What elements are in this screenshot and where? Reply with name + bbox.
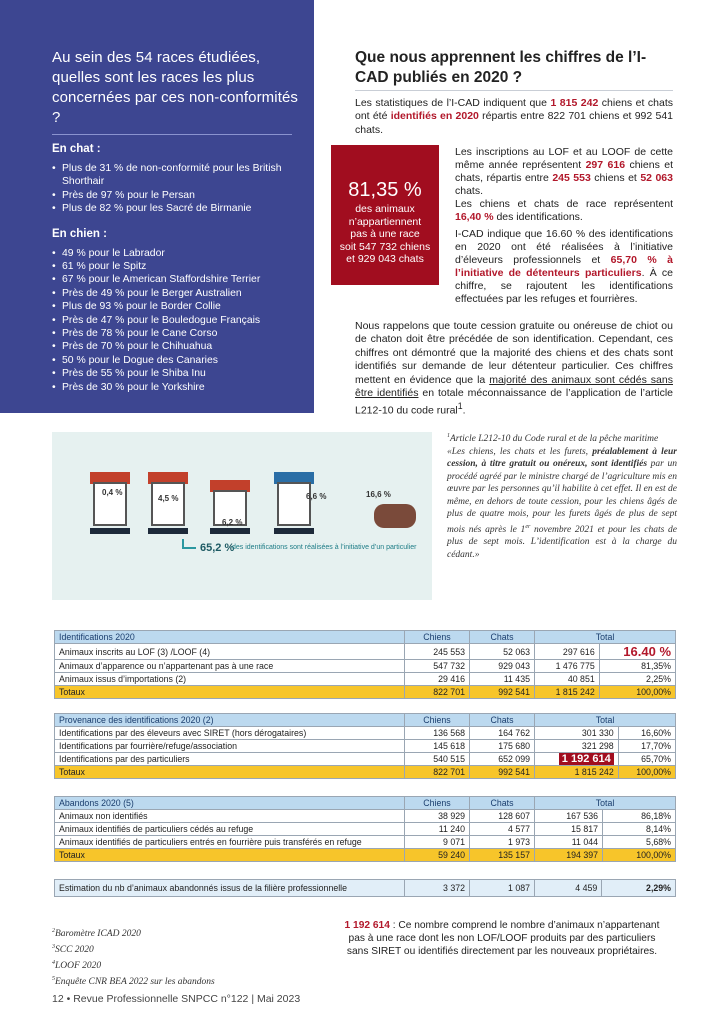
- abandons-table: [54, 796, 676, 862]
- quote-reference: [447, 430, 677, 446]
- callout-percentage: 81,35 %: [348, 179, 422, 201]
- article-paragraph-3: [355, 320, 673, 418]
- footnote-text: Enquête CNR BEA 2022 sur les abandons: [55, 977, 215, 988]
- estimation-cell: 1 087: [470, 880, 535, 897]
- table-cell: 8,14%: [603, 823, 676, 836]
- table-cell: 52 063: [470, 644, 535, 660]
- text: chiens et: [590, 172, 641, 184]
- table-cell: 167 536: [535, 810, 603, 823]
- table-cell: 40 851: [535, 673, 600, 686]
- total-cell: 1 815 242: [535, 766, 619, 779]
- footnote-1192614: [343, 919, 661, 958]
- para-lof: [455, 146, 673, 224]
- total-cell: 992 541: [470, 766, 535, 779]
- estimation-row: [55, 880, 676, 897]
- para-icad: [455, 228, 673, 306]
- text: chats.: [455, 185, 484, 197]
- highlight-text: identifiés en 2020: [390, 110, 479, 123]
- total-cell: 1 815 242: [535, 686, 600, 699]
- list-item: • Plus de 31 % de non-conformité pour les British Shorthair: [52, 162, 300, 189]
- estimation-table: [54, 879, 676, 897]
- association-building-icon: [277, 482, 311, 526]
- table-cell: 15 817: [535, 823, 603, 836]
- header-cell: Chats: [470, 631, 535, 644]
- table-cell: 321 298: [535, 740, 619, 753]
- footnote-number: 2: [52, 928, 55, 934]
- building-label: [148, 528, 188, 534]
- text: par un procédé agréé par le ministre chargé de l’agriculture mis en œuvre par les personnes qu’il habilite à cet effet. Il en est de même, en dehors de toute cession, pour les chiens âgés de plus de quatre mois, pour les furets âgés de plus de sept mois nés après le 1: [447, 459, 677, 535]
- estimation-cell: 3 372: [405, 880, 470, 897]
- text: I-CAD indique que 16.60 % des identifications en 2020 ont été réalisées à l’initiative d’éleveurs professionnels et: [455, 228, 673, 266]
- building-label: [210, 528, 250, 534]
- total-cell: Totaux: [55, 686, 405, 699]
- dog-heading: En chien :: [52, 227, 107, 240]
- legal-quote: [447, 430, 677, 561]
- table-cell: Identifications par des particuliers: [55, 753, 405, 766]
- table-cell: 9 071: [405, 836, 470, 849]
- table-cell: 4 577: [470, 823, 535, 836]
- footnote: [52, 957, 215, 973]
- highlight-number: 245 553: [552, 172, 591, 184]
- footnote: [52, 941, 215, 957]
- infographic-big-pct: 65,2 %: [200, 542, 235, 554]
- list-item: • Près de 30 % pour le Yorkshire: [52, 381, 300, 394]
- table-cell: 86,18%: [603, 810, 676, 823]
- total-cell: 59 240: [405, 849, 470, 862]
- dog-icon: [374, 504, 416, 528]
- table-cell: 301 330: [535, 727, 619, 740]
- sidebar-title: Au sein des 54 races étudiées, quelles sont les races les plus concernées par ces non-conformités ?: [52, 49, 299, 126]
- table-row: [55, 836, 676, 849]
- dog-list: [52, 247, 300, 394]
- highlight-number: 1 815 242: [550, 97, 599, 109]
- article-title: Que nous apprennent les chiffres de l’I-CAD publiés en 2020 ?: [355, 49, 647, 86]
- list-item: • 49 % pour le Labrador: [52, 247, 300, 260]
- total-cell: Totaux: [55, 849, 405, 862]
- pct-label: 6,6 %: [306, 492, 327, 501]
- breeder-building-icon: [151, 482, 185, 526]
- total-cell: 822 701: [405, 766, 470, 779]
- header-cell: Total: [535, 714, 676, 727]
- table-header-row: [55, 714, 676, 727]
- quote-body: [447, 446, 677, 562]
- footnote-marker: 1: [447, 433, 450, 439]
- footnote-text: SCC 2020: [55, 945, 94, 956]
- table-cell: 547 732: [405, 660, 470, 673]
- callout-line: pas à une race: [350, 228, 420, 240]
- header-cell: Identifications 2020: [55, 631, 405, 644]
- sidebar-panel: [0, 0, 314, 413]
- table-cell: Animaux identifiés de particuliers entrés en fourrière puis transférés en refuge: [55, 836, 405, 849]
- cat-heading: En chat :: [52, 143, 101, 155]
- stat-callout: [331, 145, 439, 285]
- identification-infographic: [52, 432, 432, 600]
- sidebar-divider: [52, 134, 292, 135]
- building-label: [274, 528, 314, 534]
- table-row: [55, 644, 676, 660]
- table-cell: Animaux d’apparence ou n’appartenant pas à une race: [55, 660, 405, 673]
- article-divider: [355, 90, 673, 91]
- text: Les inscriptions au LOF et au LOOF de cette même année représentent: [455, 146, 673, 171]
- text: répartis entre 822 701 chiens et 992 541 chats.: [355, 110, 673, 136]
- table-cell: 136 568: [405, 727, 470, 740]
- table-row: [55, 727, 676, 740]
- table-row: [55, 753, 676, 766]
- table-cell: 245 553: [405, 644, 470, 660]
- text: chiens et chats, répartis entre: [455, 159, 673, 184]
- footnote-number: 5: [52, 976, 55, 983]
- table-row: [55, 660, 676, 673]
- footnote-number: 4: [52, 960, 55, 967]
- header-cell: Total: [535, 797, 676, 810]
- table-cell: 2,25%: [599, 673, 675, 686]
- header-cell: Chiens: [405, 631, 470, 644]
- highlight-text: 65,70 % à l’initiative de détenteurs particuliers: [455, 254, 673, 279]
- text: «Les chiens, les chats et les furets,: [447, 446, 593, 457]
- callout-line: et 929 043 chats: [346, 253, 424, 265]
- table-cell: 17,70%: [618, 740, 675, 753]
- text: en totale méconnaissance de l’application de l’article L212-10 du code rural: [355, 387, 674, 417]
- text: Les statistiques de l’I-CAD indiquent que: [355, 97, 551, 109]
- table-cell: 1 973: [470, 836, 535, 849]
- total-cell: 992 541: [470, 686, 535, 699]
- table-cell: 29 416: [405, 673, 470, 686]
- footnotes: [52, 925, 215, 990]
- table-total-row: [55, 766, 676, 779]
- table-cell: 11 044: [535, 836, 603, 849]
- bold-text: préalablement à leur cession, à titre gratuit ou onéreux, sont identifiés: [447, 446, 677, 470]
- table-cell: 145 618: [405, 740, 470, 753]
- callout-line: des animaux: [355, 203, 415, 215]
- highlight-number: 297 616: [585, 159, 626, 171]
- text: : Ce nombre comprend le nombre d’animaux n’appartenant pas à une race dont les non LOF/LOOF produits par des particuliers sans SIRET ou identifiés directement par les nouveaux propriétaires.: [346, 920, 660, 957]
- table-cell: Animaux issus d’importations (2): [55, 673, 405, 686]
- building-label: [90, 528, 130, 534]
- total-cell: 100,00%: [618, 766, 675, 779]
- table-cell: 11 240: [405, 823, 470, 836]
- table-cell: [599, 644, 675, 660]
- text: novembre 2021 et pour les chats de plus de sept mois. L’identification est à la charge du cédant.»: [447, 524, 678, 560]
- table-cell: 65,70%: [618, 753, 675, 766]
- estimation-cell: Estimation du nb d’animaux abandonnés issus de la filière professionnelle: [55, 880, 405, 897]
- footnote-number: 3: [52, 944, 55, 951]
- header-cell: Chiens: [405, 797, 470, 810]
- text: Les chiens et chats de race représentent: [455, 198, 673, 210]
- header-cell: Provenance des identifications 2020 (2): [55, 714, 405, 727]
- pct-label: 6,2 %: [222, 518, 243, 527]
- table-row: [55, 823, 676, 836]
- list-item: • Près de 47 % pour le Bouledogue Français: [52, 314, 300, 327]
- table-cell: [535, 753, 619, 766]
- list-item: • Près de 49 % pour le Berger Australien: [52, 287, 300, 300]
- footnote-text: Baromètre ICAD 2020: [55, 929, 141, 940]
- header-cell: Abandons 2020 (5): [55, 797, 405, 810]
- highlight-number: 1 192 614: [344, 920, 390, 931]
- table-row: [55, 810, 676, 823]
- table-cell: 81,35%: [599, 660, 675, 673]
- table-cell: Animaux inscrits au LOF (3) /LOOF (4): [55, 644, 405, 660]
- text: chiens et chats ont été: [355, 97, 673, 123]
- table-cell: Identifications par fourrière/refuge/association: [55, 740, 405, 753]
- list-item: • Plus de 82 % pour les Sacré de Birmanie: [52, 202, 300, 215]
- total-cell: 135 157: [470, 849, 535, 862]
- table-total-row: [55, 849, 676, 862]
- table-cell: 1 476 775: [535, 660, 600, 673]
- list-item: • Près de 70 % pour le Chihuahua: [52, 340, 300, 353]
- list-item: • Près de 97 % pour le Persan: [52, 189, 300, 202]
- highlight-value: 16.40 %: [623, 644, 671, 659]
- list-item: • Près de 55 % pour le Shiba Inu: [52, 367, 300, 380]
- text: . À ce chiffre, se rajoutent les identifications effectuées par les refuges et fourrières.: [455, 267, 673, 305]
- table-cell: 175 680: [470, 740, 535, 753]
- header-cell: Chiens: [405, 714, 470, 727]
- footnote: [52, 925, 215, 941]
- list-item: • Près de 78 % pour le Cane Corso: [52, 327, 300, 340]
- estimation-cell: 2,29%: [602, 880, 676, 897]
- pct-label: 0,4 %: [102, 488, 123, 497]
- table-cell: 11 435: [470, 673, 535, 686]
- footnote-text: LOOF 2020: [55, 961, 102, 972]
- list-item: • 67 % pour le American Staffordshire Terrier: [52, 273, 300, 286]
- table-header-row: [55, 631, 676, 644]
- total-cell: 100,00%: [603, 849, 676, 862]
- list-item: • 61 % pour le Spitz: [52, 260, 300, 273]
- table-cell: 128 607: [470, 810, 535, 823]
- underlined-text: majorité des animaux sont cédés sans être identifiés: [355, 373, 673, 400]
- table-cell: 929 043: [470, 660, 535, 673]
- text: des identifications.: [493, 211, 583, 223]
- estimation-cell: 4 459: [535, 880, 602, 897]
- footnote: [52, 973, 215, 989]
- callout-line: n’appartiennent: [348, 215, 422, 228]
- header-cell: Chats: [470, 714, 535, 727]
- highlight-value: 1 192 614: [559, 753, 614, 765]
- total-cell: 100,00%: [599, 686, 675, 699]
- table-row: [55, 740, 676, 753]
- bracket-line: [182, 539, 196, 549]
- header-cell: Total: [535, 631, 676, 644]
- article-paragraph-2: [455, 146, 673, 310]
- identifications-table: [54, 630, 676, 699]
- footnote-ref: 1: [457, 401, 463, 412]
- highlight-number: 52 063: [640, 172, 673, 184]
- list-item: • 50 % pour le Dogue des Canaries: [52, 354, 300, 367]
- pct-label: 16,6 %: [366, 490, 391, 499]
- provenance-table: [54, 713, 676, 779]
- table-cell: 297 616: [535, 644, 600, 660]
- callout-line: soit 547 732 chiens: [339, 240, 431, 253]
- total-cell: Totaux: [55, 766, 405, 779]
- table-cell: 164 762: [470, 727, 535, 740]
- table-cell: Identifications par des éleveurs avec SIRET (hors dérogataires): [55, 727, 405, 740]
- table-cell: 16,60%: [618, 727, 675, 740]
- table-header-row: [55, 797, 676, 810]
- total-cell: 822 701: [405, 686, 470, 699]
- text: .: [462, 404, 466, 417]
- table-total-row: [55, 686, 676, 699]
- article-paragraph-1: [355, 97, 673, 137]
- cat-list: [52, 162, 300, 216]
- table-cell: Animaux identifiés de particuliers cédés au refuge: [55, 823, 405, 836]
- text: Nous rappelons que toute cession gratuite ou onéreuse de chiot ou de chaton doit être précédée de son identification. Cependant, ces chiffres ont démontré que la majorité des chiens et des chats sont identifiés sur demande de leur détenteur particulier. Ces chiffres mettent en évidence que la: [355, 320, 673, 386]
- table-cell: 540 515: [405, 753, 470, 766]
- pct-label: 4,5 %: [158, 494, 179, 503]
- total-cell: 194 397: [535, 849, 603, 862]
- text: Article L212-10 du Code rural et de la pêche maritime: [450, 434, 659, 445]
- superscript: er: [525, 523, 531, 530]
- table-cell: 38 929: [405, 810, 470, 823]
- list-item: • Plus de 93 % pour le Border Collie: [52, 300, 300, 313]
- table-cell: Animaux non identifiés: [55, 810, 405, 823]
- header-cell: Chats: [470, 797, 535, 810]
- table-row: [55, 673, 676, 686]
- table-cell: 652 099: [470, 753, 535, 766]
- page-footer: 12 • Revue Professionnelle SNPCC n°122 | Mai 2023: [52, 993, 301, 1005]
- highlight-number: 16,40 %: [455, 211, 494, 223]
- infographic-caption: des identifications sont réalisées à l’initiative d’un particulier: [232, 544, 417, 551]
- table-cell: 5,68%: [603, 836, 676, 849]
